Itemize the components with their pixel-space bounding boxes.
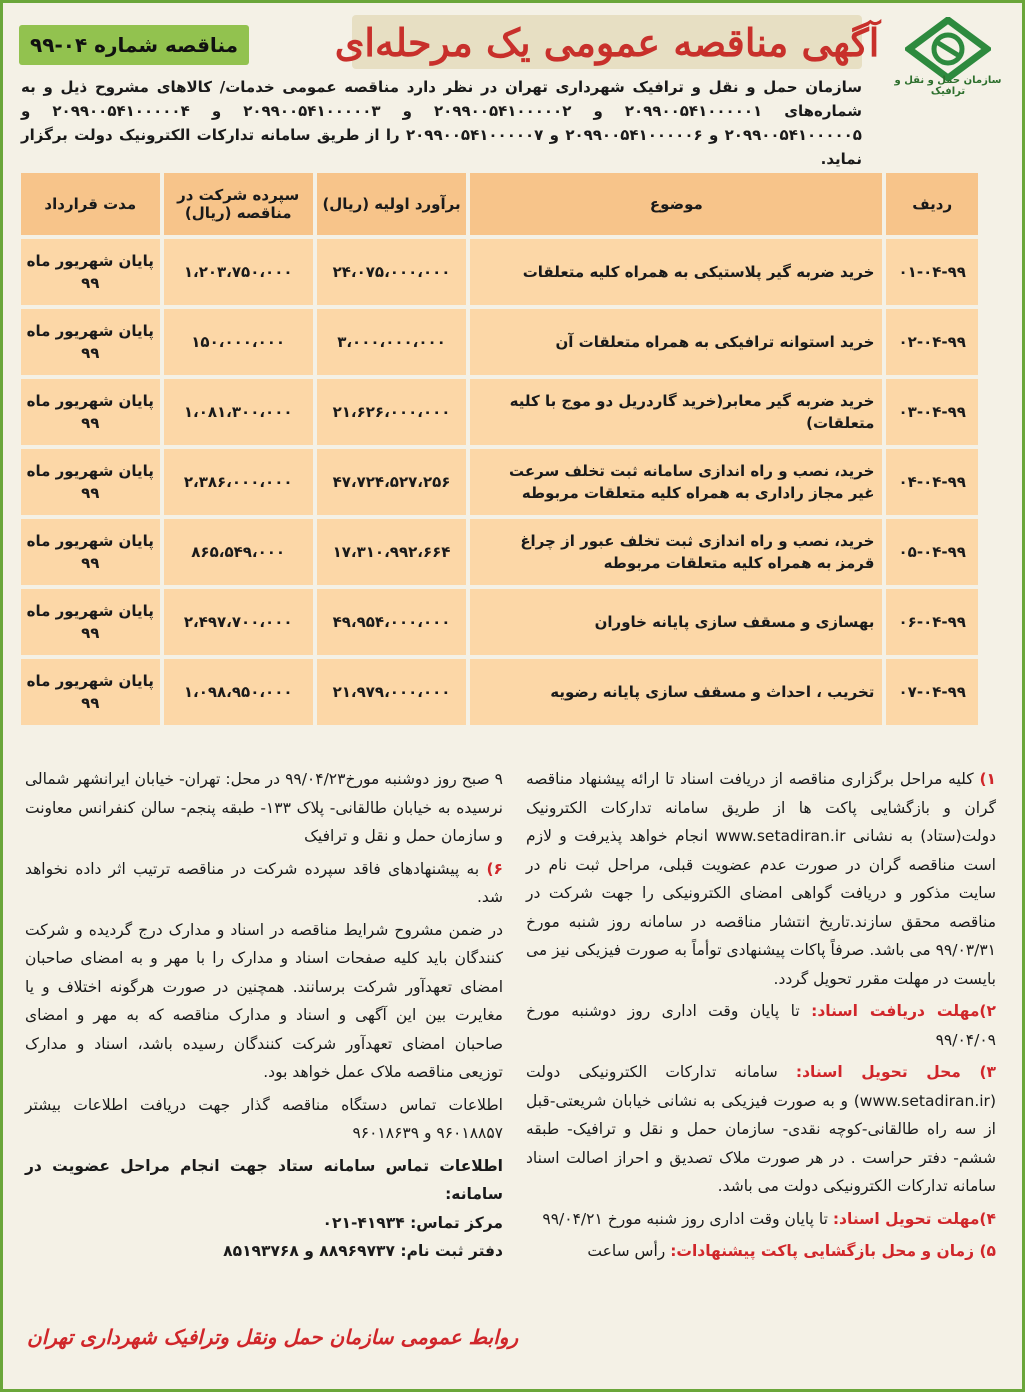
clause-2 [526,997,996,1054]
clause-1 [526,765,996,993]
setad-registration-office: دفتر ثبت نام: ۸۸۹۶۹۷۳۷ و ۸۵۱۹۳۷۶۸ [223,1242,503,1260]
table-row [21,659,978,725]
row-id: ۰۲-۰۴-۹۹ [886,309,978,375]
row-duration: پایان شهریور ماه ۹۹ [21,379,160,445]
row-id: ۰۴-۰۴-۹۹ [886,449,978,515]
general-conditions: در ضمن مشروح شرایط مناقصه در اسناد و مدارک درج گردیده و شرکت کنندگان باید کلیه صفحات اسناد و مدارک را با مهر و به امضای صاحبان امضای تعهدآور شرکت برسانند. همچنین در صورت هرگونه اختلاف و یا مغایرت بین این آگهی و اسناد و مدارک مناقصه که به مهر و امضای صاحبان امضای تعهدآور شرکت کنندگان رسیده باشد، اسناد و مدارک توزیعی مناقصه ملاک عمل خواهد بود. [25,920,503,1081]
row-subject: خرید استوانه ترافیکی به همراه متعلقات آن [470,309,882,375]
row-deposit: ۱،۰۹۸،۹۵۰،۰۰۰ [164,659,313,725]
intro-paragraph: سازمان حمل و نقل و ترافیک شهرداری تهران در نظر دارد مناقصه عمومی خدمات/ کالاهای مشروح ذیل و به شماره‌های ۲۰۹۹۰۰۵۴۱۰۰۰۰۰۱ و ۲۰۹۹۰۰۵۴۱۰۰۰۰۰۲ و ۲۰۹۹۰۰۵۴۱۰۰۰۰۰۳ و ۲۰۹۹۰۰۵۴۱۰۰۰۰۰۴ و ۲۰۹۹۰۰۵۴۱۰۰۰۰۰۵ و ۲۰۹۹۰۰۵۴۱۰۰۰۰۰۶ و ۲۰۹۹۰۰۵۴۱۰۰۰۰۰۷ را از طریق سامانه تدارکات الکترونیک دولت برگزار نماید. [21,78,862,168]
row-subject: خرید، نصب و راه اندازی ثبت تخلف عبور از چراغ قرمز به همراه کلیه متعلقات مربوطه [470,519,882,585]
row-estimate: ۱۷،۳۱۰،۹۹۲،۶۶۴ [317,519,466,585]
clause-2-label: ۲)مهلت دریافت اسناد: [811,1002,996,1020]
table-row [21,519,978,585]
clause-3-text: سامانه تدارکات الکترونیکی دولت (www.setadiran.ir) و به صورت فیزیکی به نشانی خیابان شریعتی-قبل از سه راه طالقانی-کوچه نقدی- سازمان حمل و نقل و ترافیک- طبقه ششم- دفتر حراست . در هر صورت ملاک تصدیق و احراز اصالت اسناد سامانه تدارکات الکترونیکی دولت می باشد. [526,1063,996,1195]
clause-3 [526,1058,996,1201]
clause-6 [25,855,503,912]
logo-icon [905,17,991,81]
table-row [21,379,978,445]
row-duration: پایان شهریور ماه ۹۹ [21,519,160,585]
clause-5-continued: ۹ صبح روز دوشنبه مورخ۹۹/۰۴/۲۳ در محل: تهران- خیابان ایرانشهر شمالی نرسیده به خیابان طالقانی- پلاک ۱۳۳- طبقه پنجم- سالن کنفرانس معاونت و سازمان حمل و نقل و ترافیک [25,770,503,845]
tender-table [17,169,982,729]
col-header-subject: موضوع [470,173,882,235]
clause-3-label: ۳) محل تحویل اسناد: [795,1063,996,1081]
row-id: ۰۳-۰۴-۹۹ [886,379,978,445]
row-duration: پایان شهریور ماه ۹۹ [21,659,160,725]
page-title: آگهی مناقصه عمومی یک مرحله‌ای [334,19,880,65]
contact-info-organizer: اطلاعات تماس دستگاه مناقصه گذار جهت دریافت اطلاعات بیشتر ۹۶۰۱۸۸۵۷ و ۹۶۰۱۸۶۳۹ [25,1095,503,1142]
table-row [21,239,978,305]
row-deposit: ۱،۰۸۱،۳۰۰،۰۰۰ [164,379,313,445]
clause-6-number: ۶) [486,859,504,878]
col-header-duration: مدت قرارداد [21,173,160,235]
row-id: ۰۵-۰۴-۹۹ [886,519,978,585]
table-header-row [21,173,978,235]
header [13,11,1012,97]
row-subject: خرید، نصب و راه اندازی سامانه ثبت تخلف سرعت غیر مجاز راداری به همراه کلیه متعلقات مربوطه [470,449,882,515]
clause-2-text: تا پایان وقت اداری روز دوشنبه مورخ ۹۹/۰۴/۰۹ [526,1002,996,1049]
row-subject: خرید ضربه گیر معابر(خرید گاردریل دو موج با کلیه متعلقات) [470,379,882,445]
row-deposit: ۲،۳۸۶،۰۰۰،۰۰۰ [164,449,313,515]
row-deposit: ۲،۴۹۷،۷۰۰،۰۰۰ [164,589,313,655]
clause-1-number: ۱) [979,770,996,788]
tender-table-wrap [17,169,982,729]
clause-5 [526,1237,996,1266]
row-subject: خرید ضربه گیر پلاستیکی به همراه کلیه متعلقات [470,239,882,305]
row-subject: تخریب ، احداث و مسقف سازی پایانه رضویه [470,659,882,725]
clause-4-label: ۴)مهلت تحویل اسناد: [832,1209,996,1228]
row-estimate: ۲۱،۹۷۹،۰۰۰،۰۰۰ [317,659,466,725]
clause-4-text: تا پایان وقت اداری روز شنبه مورخ ۹۹/۰۴/۲۱ [542,1209,828,1228]
terms-column-right [526,765,996,1270]
clause-5-label: ۵) زمان و محل بازگشایی پاکت پیشنهادات: [670,1242,996,1260]
table-row [21,449,978,515]
table-row [21,309,978,375]
terms-column-left [25,765,503,1266]
clause-5-text: رأس ساعت [587,1242,666,1260]
row-id: ۰۷-۰۴-۹۹ [886,659,978,725]
contact-info-setad: اطلاعات تماس سامانه ستاد جهت انجام مراحل عضویت در سامانه: [25,1156,503,1203]
row-duration: پایان شهریور ماه ۹۹ [21,309,160,375]
clause-1-text: کلیه مراحل برگزاری مناقصه از دریافت اسناد تا ارائه پیشنهاد مناقصه گران و بازگشایی پاکت ها از طریق سامانه تدارکات الکترونیک دولت(ستاد) به نشانی www.setadiran.ir انجام خواهد پذیرفت و لازم است مناقصه گران در صورت عدم عضویت قبلی، مراحل ثبت نام در سایت مذکور و دریافت گواهی امضای الکترونیکی را جهت شرکت در مناقصه محقق سازند.تاریخ انتشار مناقصه در سامانه روز شنبه مورخ ۹۹/۰۳/۳۱ می باشد. صرفاً پاکات پیشنهادی توأماً به صورت فیزیکی نیز می بایست در مهلت مقرر تحویل گردد. [526,770,997,988]
row-duration: پایان شهریور ماه ۹۹ [21,589,160,655]
row-id: ۰۱-۰۴-۹۹ [886,239,978,305]
clause-4 [526,1205,996,1234]
row-duration: پایان شهریور ماه ۹۹ [21,449,160,515]
organization-logo [888,17,1008,97]
row-estimate: ۴۹،۹۵۴،۰۰۰،۰۰۰ [317,589,466,655]
row-deposit: ۸۶۵،۵۴۹،۰۰۰ [164,519,313,585]
public-relations-signature: روابط عمومی سازمان حمل ونقل وترافیک شهرداری تهران [27,1325,519,1349]
row-deposit: ۱،۲۰۳،۷۵۰،۰۰۰ [164,239,313,305]
row-duration: پایان شهریور ماه ۹۹ [21,239,160,305]
clause-6-text: به پیشنهادهای فاقد سپرده شرکت در مناقصه ترتیب اثر داده نخواهد شد. [25,859,503,906]
title-banner [334,15,880,69]
col-header-estimate: برآورد اولیه (ریال) [317,173,466,235]
col-header-row: ردیف [886,173,978,235]
tender-number-badge: مناقصه شماره ۰۴-۹۹ [19,25,249,65]
row-estimate: ۴۷،۷۲۴،۵۲۷،۲۵۶ [317,449,466,515]
row-estimate: ۳،۰۰۰،۰۰۰،۰۰۰ [317,309,466,375]
row-estimate: ۲۱،۶۲۶،۰۰۰،۰۰۰ [317,379,466,445]
col-header-deposit: سپرده شرکت در مناقصه (ریال) [164,173,313,235]
logo-caption: سازمان حمل و نقل و ترافیک [894,75,1002,97]
table-row [21,589,978,655]
setad-call-center: مرکز تماس: ۴۱۹۳۴-۰۲۱ [322,1213,503,1232]
row-subject: بهسازی و مسقف سازی پایانه خاوران [470,589,882,655]
row-id: ۰۶-۰۴-۹۹ [886,589,978,655]
row-estimate: ۲۴،۰۷۵،۰۰۰،۰۰۰ [317,239,466,305]
row-deposit: ۱۵۰،۰۰۰،۰۰۰ [164,309,313,375]
